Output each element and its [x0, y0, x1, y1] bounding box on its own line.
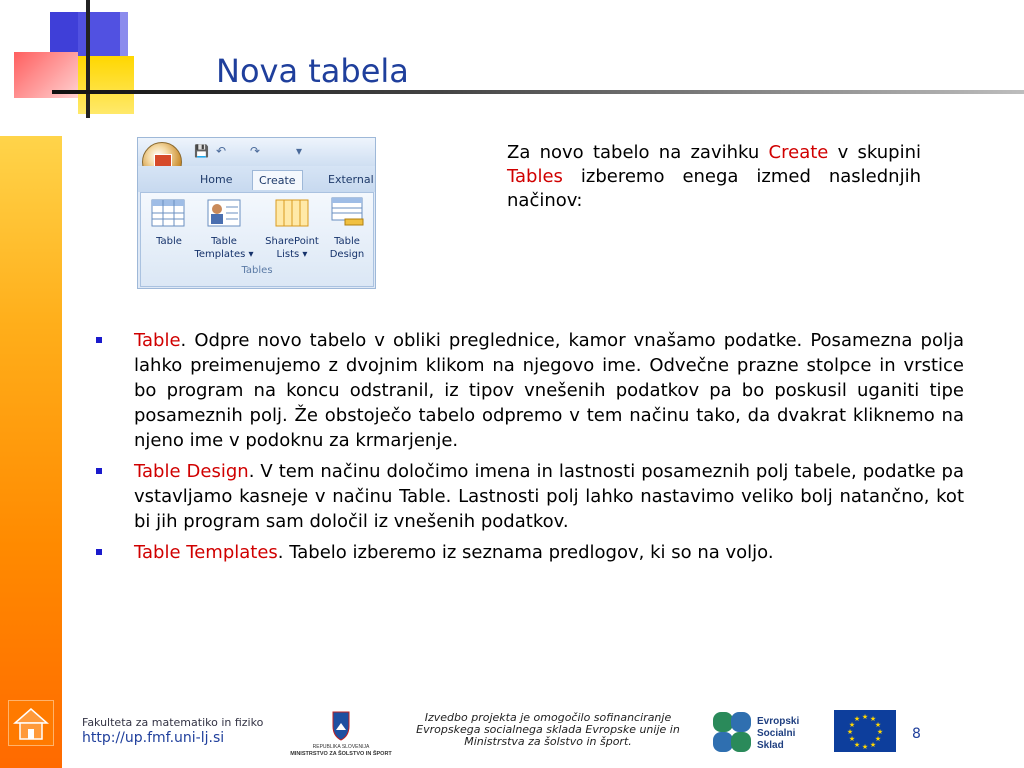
svg-text:★: ★	[861, 743, 869, 751]
table-design-button[interactable]: Table Design	[329, 236, 365, 260]
save-icon[interactable]: 💾	[194, 144, 209, 158]
redo-icon[interactable]: ↷	[250, 144, 261, 158]
tab-home[interactable]: Home	[200, 173, 233, 186]
table-design-icon	[331, 197, 365, 227]
bullet-term: Table	[134, 330, 181, 351]
svg-text:★: ★	[874, 735, 882, 743]
ribbon-screenshot	[137, 137, 376, 289]
customize-qat-icon[interactable]: ▾	[296, 144, 303, 158]
svg-text:★: ★	[869, 715, 877, 723]
slide-title: Nova tabela	[216, 52, 409, 90]
list-item: Table. Odpre novo tabelo v obliki preglednice, kamor vnašamo podatke. Posamezna polja lahko preimenujemo z dvojnim klikom na njegovo ime. Odvečne prazne stolpce in vrstice bo program na koncu odstranil, iz tipov vnešenih podatkov pa bo poskusil uganiti tipe posameznih polj. Že obstoječo tabelo odpremo v tem načinu tako, da dvakrat kliknemo na njeno ime v podoknu za krmarjenje.	[96, 328, 964, 453]
sharepoint-lists-icon	[275, 199, 309, 227]
home-icon[interactable]	[8, 700, 54, 746]
svg-text:★: ★	[848, 735, 856, 743]
faculty-url-link[interactable]: http://up.fmf.uni-lj.si	[82, 730, 225, 746]
svg-text:★: ★	[861, 713, 869, 721]
table-icon	[151, 199, 185, 227]
bullet-term: Table Templates	[134, 542, 278, 563]
bullet-text: Odpre novo tabelo v obliki preglednice, kamor vnašamo podatke. Posamezna polja lahko preimenujemo z dvojnim klikom na njegovo ime. Odvečne prazne stolpce in vrstice bo program na koncu odstranil, iz tipov vnešenih podatkov pa bo poskusil uganiti tipe posameznih polj. Že obstoječo tabelo odpremo v tem načinu tako, da dvakrat kliknemo na njeno ime v podoknu za krmarjenje.	[134, 330, 964, 451]
ministry-logo	[286, 710, 396, 758]
sharepoint-lists-button[interactable]: SharePoint Lists ▾	[265, 236, 319, 260]
svg-text:★: ★	[846, 728, 854, 736]
ministry-line2: MINISTRSTVO ZA ŠOLSTVO IN ŠPORT	[290, 751, 392, 757]
funding-note: Izvedbo projekta je omogočilo sofinanciranje Evropskega socialnega sklada Evropske unije in Ministrstva za šolstvo in šport.	[416, 711, 680, 748]
list-item: Table Templates. Tabelo izberemo iz seznama predlogov, ki so na voljo.	[96, 540, 964, 565]
eu-flag-icon	[834, 710, 896, 752]
page-number: 8	[912, 726, 921, 742]
list-item: Table Design. V tem načinu določimo imena in lastnosti posameznih polj tabele, podatke pa vstavljamo kasneje v načinu Table. Lastnosti polj lahko nastavimo veliko bolj natančno, kot bi jih program sam določil iz vnešenih podatkov.	[96, 459, 964, 534]
table-templates-icon	[207, 199, 241, 227]
svg-text:★: ★	[848, 721, 856, 729]
tab-external[interactable]: External	[328, 173, 374, 186]
svg-text:★: ★	[853, 715, 861, 723]
table-button[interactable]: Table	[156, 236, 182, 247]
esf-line1: Evropski	[757, 716, 800, 727]
left-orange-column	[0, 136, 62, 768]
esf-line3: Sklad	[757, 740, 784, 751]
svg-text:★: ★	[869, 741, 877, 749]
bullet-list	[96, 328, 964, 571]
faculty-name: Fakulteta za matematiko in fiziko	[82, 716, 264, 729]
bullet-text: Tabelo izberemo iz seznama predlogov, ki so na voljo.	[283, 542, 774, 563]
intro-paragraph: Za novo tabelo na zavihku Create v skupini Tables izberemo enega izmed naslednjih načinov:	[507, 142, 921, 211]
svg-text:★: ★	[874, 721, 882, 729]
svg-text:★: ★	[853, 741, 861, 749]
bullet-text: V tem načinu določimo imena in lastnosti posameznih polj tabele, podatke pa vstavljamo kasneje v načinu Table. Lastnosti polj lahko nastavimo veliko bolj natančno, kot bi jih program sam določil iz vnešenih podatkov.	[134, 461, 965, 532]
ministry-line1: REPUBLIKA SLOVENIJA	[312, 744, 370, 750]
svg-text:★: ★	[876, 728, 884, 736]
tables-keyword: Tables	[507, 166, 563, 187]
undo-icon[interactable]: ↶	[216, 144, 227, 158]
decor-title-underline	[52, 90, 1024, 94]
bullet-term: Table Design	[134, 461, 249, 482]
create-keyword: Create	[768, 142, 829, 163]
ribbon-group-label: Tables	[241, 265, 273, 276]
bullet-icon	[96, 468, 102, 474]
ribbon-body	[140, 192, 374, 287]
table-templates-button[interactable]: Table Templates ▾	[194, 236, 254, 260]
decor-vertical-line	[86, 0, 90, 118]
bullet-icon	[96, 337, 102, 343]
bullet-icon	[96, 549, 102, 555]
tab-create[interactable]: Create	[252, 170, 303, 190]
esf-logo	[711, 710, 811, 754]
esf-line2: Socialni	[757, 728, 796, 739]
